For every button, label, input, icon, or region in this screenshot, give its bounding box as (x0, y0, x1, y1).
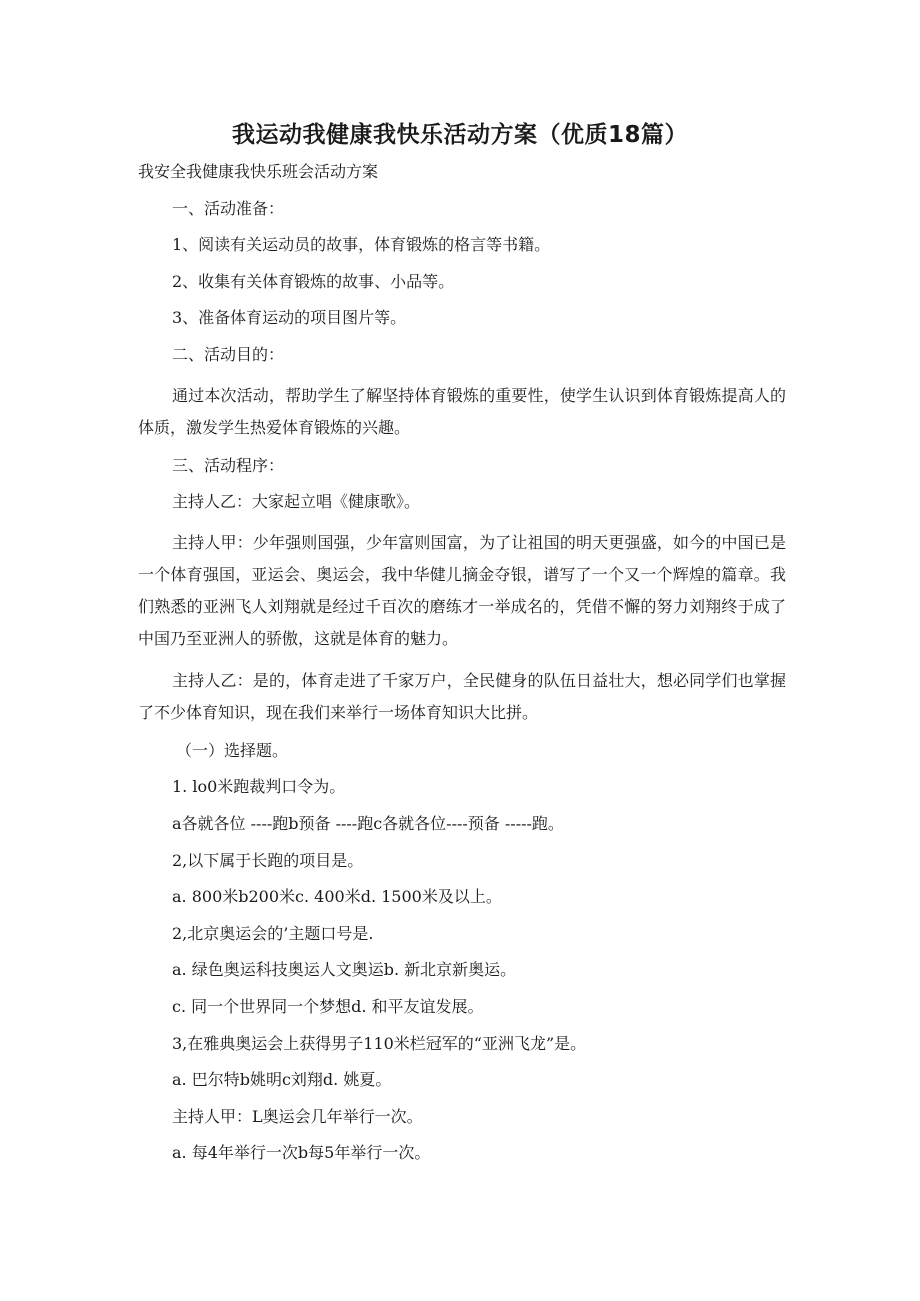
document-title: 我运动我健康我快乐活动方案（优质18篇） (231, 122, 688, 148)
paragraph: 主持人乙：大家起立唱《健康歌》。 (172, 492, 421, 512)
paragraph: 主持人乙：是的，体育走进了千家万户，全民健身的队伍日益壮大，想必同学们也掌握了不少体育知识，现在我们来举行一场体育知识大比拼。 (138, 670, 786, 722)
section-heading-choice: （一）选择题。 (176, 740, 289, 760)
paragraph: 主持人甲：少年强则国强，少年富则国富，为了让祖国的明天更强盛，如今的中国已是一个体育强国，亚运会、奥运会，我中华健儿摘金夺银，谱写了一个又一个辉煌的篇章。我们熟悉的亚洲飞人刘翔就是经过千百次的磨练才一举成名的，凭借不懈的努力刘翔终于成了中国乃至亚洲人的骄傲，这就是体育的魅力。 (138, 532, 786, 648)
subtitle: 我安全我健康我快乐班会活动方案 (138, 162, 379, 181)
question: 1. lo0米跑裁判口令为。 (172, 777, 346, 797)
paragraph: 1、阅读有关运动员的故事，体育锻炼的格言等书籍。 (172, 235, 551, 255)
paragraph: 通过本次活动，帮助学生了解坚持体育锻炼的重要性，使学生认识到体育锻炼提高人的体质，激发学生热爱体育锻炼的兴趣。 (138, 385, 786, 437)
question: 3,在雅典奥运会上获得男子110米栏冠军的“亚洲飞龙”是。 (172, 1033, 587, 1053)
document-body (138, 160, 786, 1178)
paragraph: 3、准备体育运动的项目图片等。 (172, 308, 407, 328)
answer-options: a. 每4年举行一次b每5年举行一次。 (172, 1143, 431, 1163)
section-heading-preparation: 一、活动准备： (172, 198, 285, 218)
paragraph: 2、收集有关体育锻炼的故事、小品等。 (172, 271, 455, 291)
question: 2,北京奥运会的’主题口号是. (172, 923, 374, 943)
question: 主持人甲：L奥运会几年举行一次。 (172, 1106, 423, 1126)
section-heading-purpose: 二、活动目的： (172, 344, 285, 364)
question: 2,以下属于长跑的项目是。 (172, 850, 364, 870)
section-heading-procedure: 三、活动程序： (172, 455, 285, 475)
answer-options: a. 巴尔特b姚明c刘翔d. 姚夏。 (172, 1070, 392, 1090)
answer-options: a. 800米b200米c. 400米d. 1500米及以上。 (172, 887, 502, 907)
answer-options: a. 绿色奥运科技奥运人文奥运b. 新北京新奥运。 (172, 960, 517, 980)
answer-options: c. 同一个世界同一个梦想d. 和平友谊发展。 (172, 996, 484, 1016)
answer-options: a各就各位 ----跑b预备 ----跑c各就各位----预备 -----跑。 (172, 813, 564, 833)
